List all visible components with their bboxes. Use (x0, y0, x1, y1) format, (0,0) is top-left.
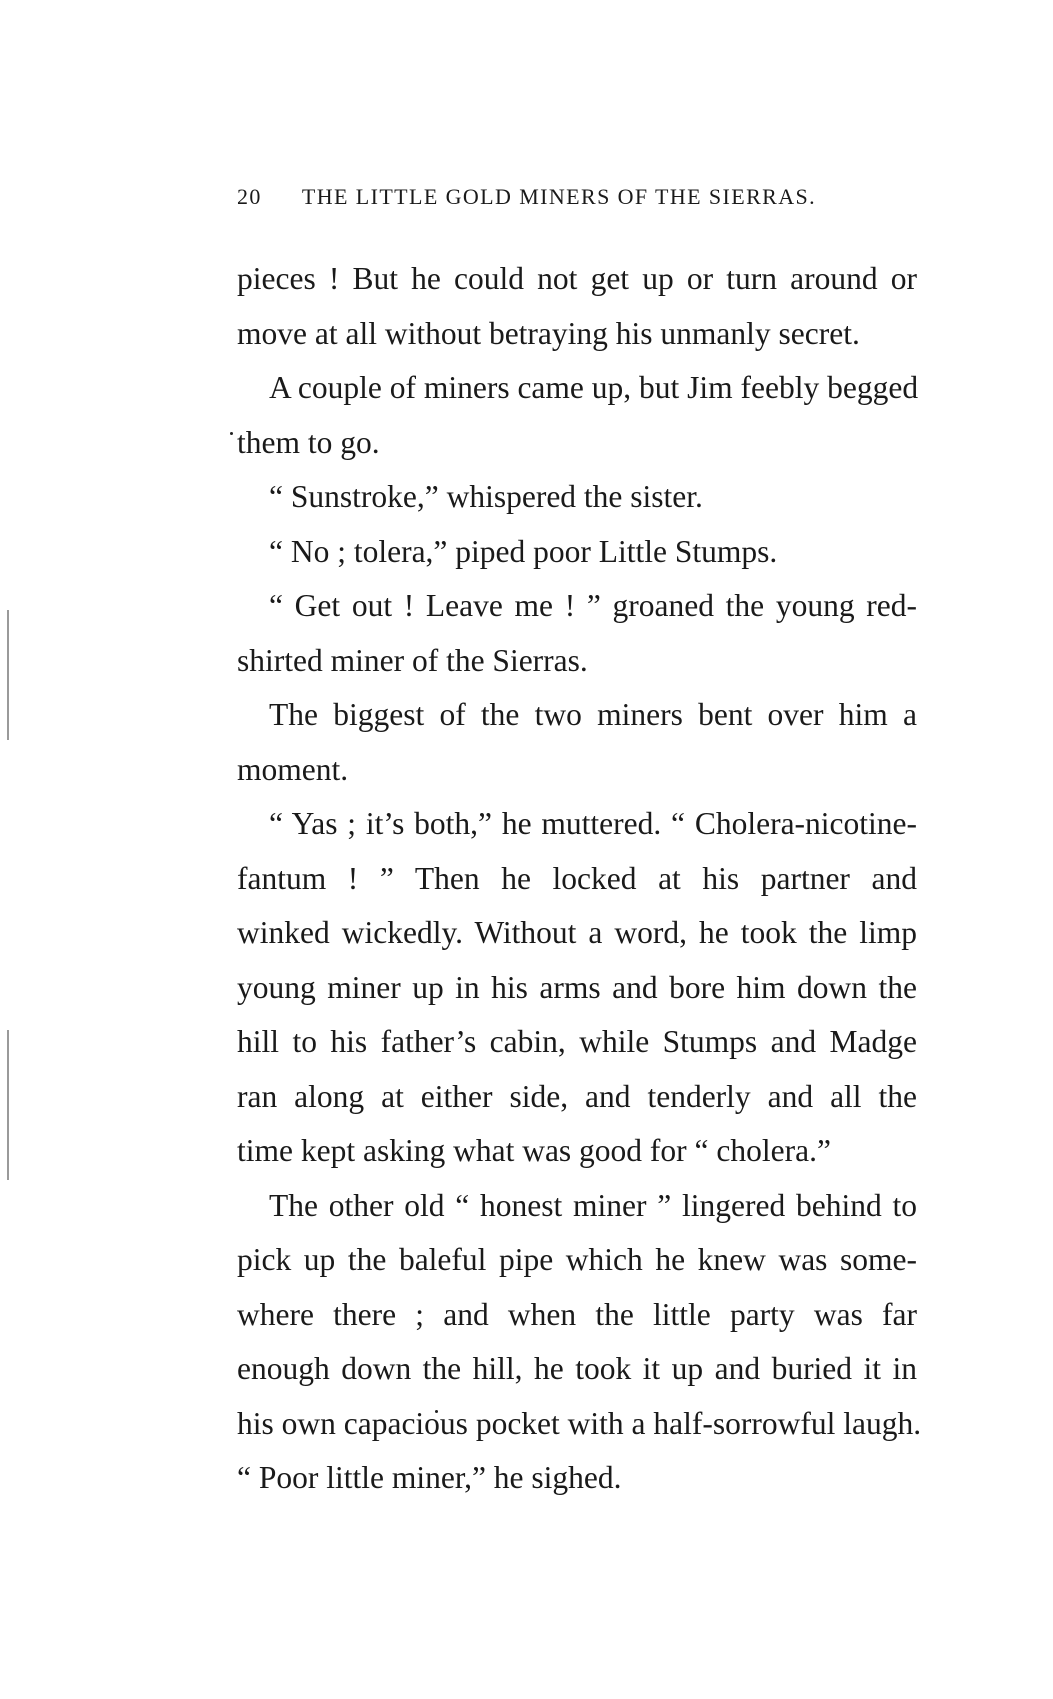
text-line: The biggest of the two miners bent over him a (269, 697, 917, 732)
text-line: fantum ! ” Then he locked at his partner and (237, 860, 917, 896)
scan-gutter-mark (7, 1030, 9, 1180)
text-line: pieces ! But he could not get up or turn around or (237, 261, 917, 296)
text-line: “ Get out ! Leave me ! ” groaned the young red- (269, 588, 917, 623)
text-line: “ No ; tolera,” piped poor Little Stumps. (269, 533, 778, 569)
text-line: his own capacious pocket with a half-sorrowful laugh. (237, 1405, 922, 1441)
text-line: hill to his father’s cabin, while Stumps and Madge (237, 1024, 917, 1059)
text-line: “ Yas ; it’s both,” he muttered. “ Cholera-nicotine- (269, 806, 917, 841)
text-line: move at all without betraying his unmanly secret. (237, 315, 860, 351)
text-line: pick up the baleful pipe which he knew was some- (237, 1242, 917, 1277)
text-line: The other old “ honest miner ” lingered behind to (269, 1187, 917, 1223)
running-title: THE LITTLE GOLD MINERS OF THE SIERRAS. (301, 184, 817, 209)
text-line: where there ; and when the little party was far (237, 1296, 917, 1332)
text-line: ran along at either side, and tenderly and all the (237, 1078, 917, 1114)
text-line: “ Poor little miner,” he sighed. (237, 1460, 622, 1495)
text-line: shirted miner of the Sierras. (237, 642, 588, 678)
body-text (237, 252, 922, 1506)
text-line: them to go. (237, 424, 380, 460)
text-line: young miner up in his arms and bore him down the (237, 969, 917, 1005)
text-line: “ Sunstroke,” whispered the sister. (269, 479, 703, 514)
text-line: winked wickedly. Without a word, he took the limp (237, 915, 917, 950)
text-line: A couple of miners came up, but Jim feebly begged (269, 370, 919, 405)
text-line: time kept asking what was good for “ cholera.” (237, 1133, 831, 1168)
ink-speck (230, 432, 233, 435)
scan-gutter-mark (7, 610, 9, 740)
text-line: moment. (237, 751, 349, 787)
text-line: enough down the hill, he took it up and buried it in (237, 1351, 917, 1386)
page-number: 20 (237, 184, 262, 209)
running-header (237, 184, 917, 210)
